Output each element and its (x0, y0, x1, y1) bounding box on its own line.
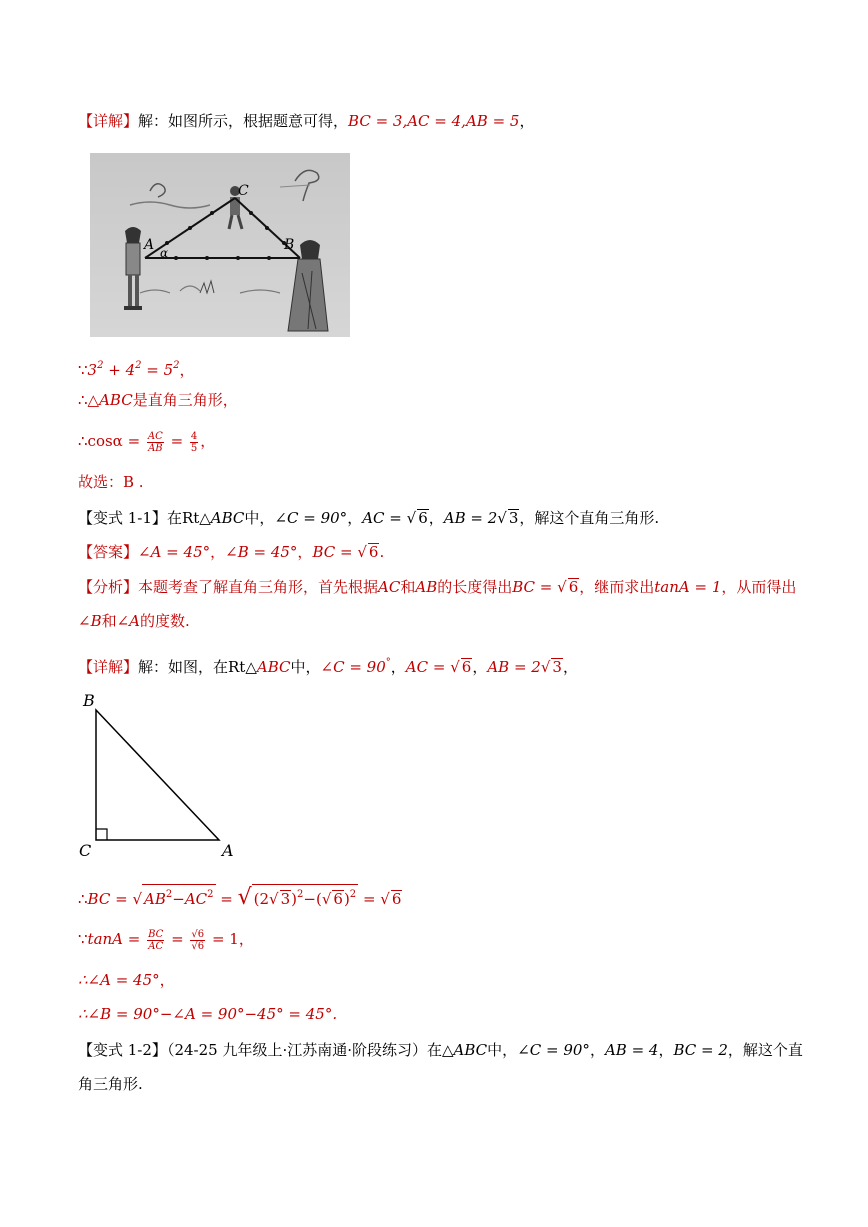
right-triangle-conclusion: ∴△ABC是直角三角形， (78, 391, 238, 409)
variant-1-2-line-1: 【变式 1-2】（24-25 九年级上·江苏南通·阶段练习）在△ABC中，∠C = 90°，AB = 4，BC = 2，解这个直 (78, 1041, 803, 1059)
rope-illustration-svg (90, 153, 350, 337)
detail-line-2: 【详解】解：如图，在Rt△ABC中，∠C = 90°，AC = √ 6，AB = 2√ 3， (78, 657, 578, 676)
variant-1-2-line-2: 角三角形. (78, 1075, 143, 1093)
fraction-bc-ac: $\frac{BC}{AC}$ (148, 928, 164, 952)
pythagorean-check: $\because 3^2 + 4^2 = 5^2$， (78, 360, 195, 379)
tan-a-line: ∵tanA = $\frac{BC}{AC}$ = $\frac{√6}{√6}$ = 1， (78, 928, 254, 952)
fraction-sqrt6-sqrt6: $\frac{√6}{√6}$ (191, 928, 205, 952)
answer-choice: 故选：B . (78, 473, 144, 491)
fraction-4-5: $\frac{4}{5}$ (190, 430, 198, 454)
fig1-label-b: B (284, 237, 295, 253)
angle-a-result: ∴∠A = 45°， (78, 971, 175, 989)
right-angle-mark (96, 829, 107, 840)
fraction-ac-ab: $\frac{AC}{AB}$ (147, 430, 163, 454)
analysis-line-1: 【分析】本题考查了解直角三角形，首先根据AC和AB的长度得出BC = √ 6，继而求出tanA = 1，从而得出 (78, 578, 797, 596)
variant-1-1: 【变式 1-1】在Rt△ABC中，∠C = 90°，AC = √ 6，AB = 2√ 3，解这个直角三角形. (78, 509, 660, 527)
angle-b-result: ∴∠B = 90°−∠A = 90°−45° = 45°. (78, 1005, 338, 1023)
bc-computation: ∴BC = √ $AB^2-AC^2$ = √ (2√ 3)$^2$−(√ 6)$^2$ = √ 6 (78, 885, 402, 910)
detail-tag: 【详解】 (78, 112, 139, 130)
detail-text: 解：如图所示，根据题意可得， (138, 112, 349, 130)
cos-alpha-line: ∴cosα = $\frac{AC}{AB}$ = $\frac{4}{5}$ ， (78, 430, 216, 454)
answer-line: 【答案】∠A = 45°，∠B = 45°，BC = √ 6. (78, 543, 385, 561)
fig1-label-alpha: α (160, 246, 169, 260)
analysis-line-2: ∠B和∠A的度数. (78, 612, 190, 630)
right-triangle-svg (76, 690, 246, 862)
fig2-label-c: C (79, 841, 92, 860)
fig1-label-a: A (144, 237, 155, 253)
fig2-label-a: A (222, 841, 234, 860)
right-triangle-figure (76, 690, 246, 862)
fig1-label-c: C (238, 183, 249, 199)
detail-line-1: 【详解】解：如图所示，根据题意可得，BC = 3,AC = 4,AB = 5， (78, 112, 535, 130)
side-lengths: BC = 3,AC = 4,AB = 5 (348, 112, 520, 130)
triangle-abc (96, 710, 219, 840)
rope-triangle-illustration (90, 153, 350, 337)
fig2-label-b: B (83, 691, 95, 710)
